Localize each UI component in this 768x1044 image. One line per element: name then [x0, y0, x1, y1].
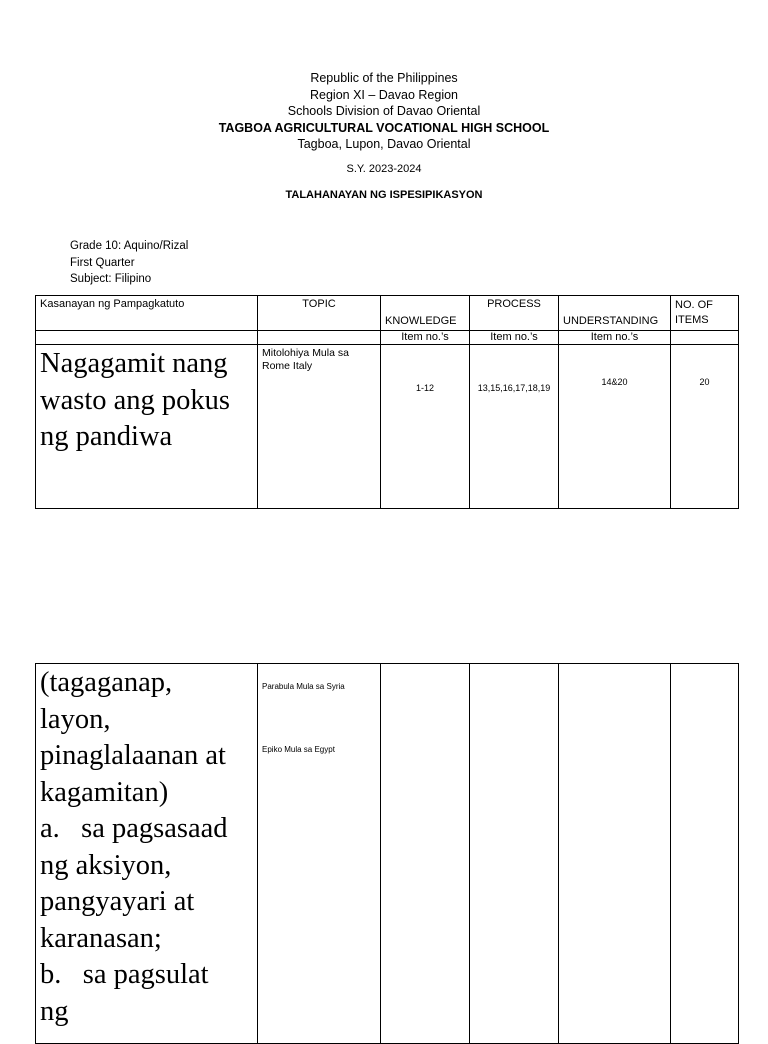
subheader-empty — [671, 331, 739, 345]
subheader-empty — [258, 331, 381, 345]
school-address: Tagboa, Lupon, Davao Oriental — [297, 137, 471, 151]
header-line-division: Schools Division of Davao Oriental — [287, 104, 481, 118]
quarter: First Quarter — [70, 256, 135, 269]
header-line-republic: Republic of the Philippines — [310, 71, 458, 85]
competency-cell: Nagagamit nang wasto ang pokus ng pandiwa — [36, 345, 258, 509]
document-title: TALAHANAYAN NG ISPESIPIKASYON — [285, 189, 483, 201]
school-year: S.Y. 2023-2024 — [346, 163, 422, 175]
competency-line: a. sa pagsasaad — [40, 813, 228, 844]
header-no-of-items: NO. OF ITEMS — [671, 296, 739, 331]
header-knowledge: KNOWLEDGE — [381, 296, 470, 331]
competency-line: layon, — [40, 703, 111, 735]
competency-line: (tagaganap, — [40, 667, 173, 698]
document-header — [0, 70, 768, 153]
competency-line: b. sa pagsulat — [40, 959, 209, 990]
header-process: PROCESS — [470, 296, 559, 331]
grade-section: Grade 10: Aquino/Rizal — [70, 240, 189, 252]
topic-parabula: Parabula Mula sa Syria — [262, 682, 345, 691]
document-meta — [70, 238, 188, 288]
process-items: 13,15,16,17,18,19 — [470, 345, 559, 509]
knowledge-items: 1-12 — [381, 345, 470, 509]
header-line-region: Region XI – Davao Region — [309, 87, 458, 102]
topic-epiko: Epiko Mula sa Egypt — [262, 745, 335, 754]
topic-cell: Mitolohiya Mula sa Rome Italy — [258, 345, 381, 509]
competency-line: karanasan; — [40, 922, 162, 954]
subject: Subject: Filipino — [70, 273, 152, 285]
process-cell-empty — [470, 664, 559, 1044]
competency-line: pangyayari at — [40, 886, 195, 917]
competency-line: ng aksiyon, — [40, 849, 172, 881]
competency-line: kagamitan) — [40, 776, 169, 808]
header-competency: Kasanayan ng Pampagkatuto — [36, 296, 258, 331]
no-of-items: 20 — [671, 345, 739, 509]
header-topic: TOPIC — [258, 296, 381, 331]
subheader-item-no-process: Item no.’s — [470, 331, 559, 345]
subheader-empty — [36, 331, 258, 345]
specification-table — [35, 295, 739, 509]
subheader-item-no-understanding: Item no.’s — [559, 331, 671, 345]
school-name: TAGBOA AGRICULTURAL VOCATIONAL HIGH SCHOOL — [218, 120, 550, 135]
knowledge-cell-empty — [381, 664, 470, 1044]
subheader-item-no-knowledge: Item no.’s — [381, 331, 470, 345]
competency-cell-continued — [36, 664, 258, 1044]
topic-cell-continued — [258, 664, 381, 1044]
header-understanding: UNDERSTANDING — [559, 296, 671, 331]
understanding-cell-empty — [559, 664, 671, 1044]
no-of-items-cell-empty — [671, 664, 739, 1044]
competency-line: pinaglalaanan at — [40, 740, 226, 771]
competency-line: ng — [40, 995, 69, 1027]
understanding-items: 14&20 — [559, 345, 671, 509]
specification-table-continued — [35, 663, 739, 1044]
